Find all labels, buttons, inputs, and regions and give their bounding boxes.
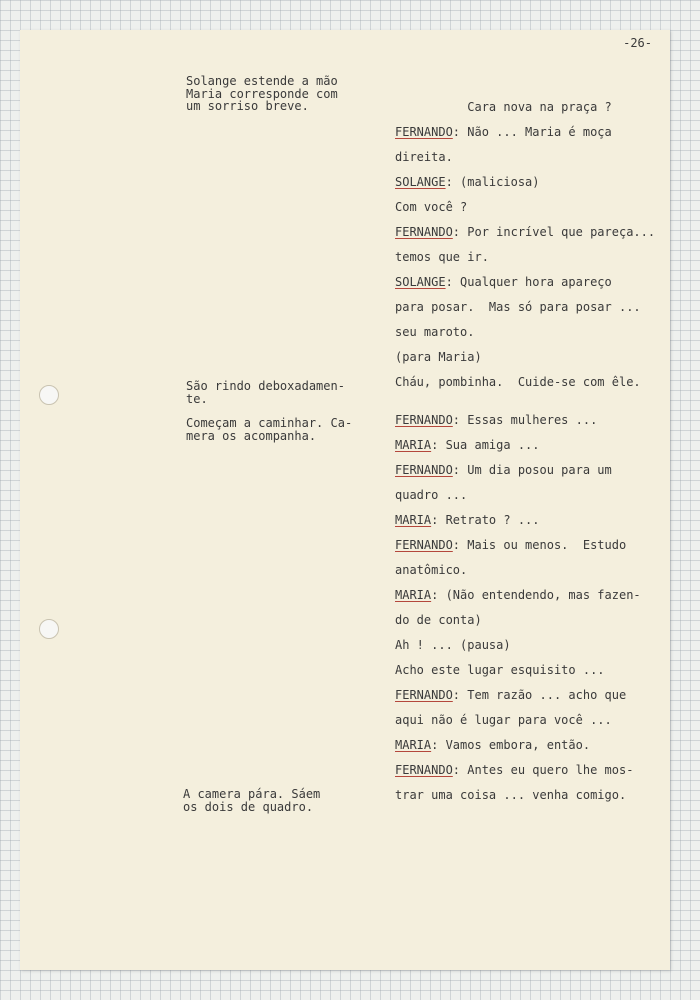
dialogue-line	[395, 488, 467, 502]
dialogue-line	[395, 588, 641, 602]
dialogue-line	[395, 463, 612, 477]
dialogue-line	[395, 375, 641, 389]
dialogue-line	[395, 175, 540, 189]
line-text: : Antes eu quero lhe mos-	[452, 763, 634, 777]
dialogue-line	[395, 563, 467, 577]
line-text: : (Não entendendo, mas fazen-	[431, 588, 641, 602]
speaker-name: FERNANDO	[395, 688, 453, 702]
line-text: : Um dia posou para um	[452, 463, 612, 477]
speaker-name: FERNANDO	[395, 413, 453, 427]
speaker-name: MARIA	[395, 738, 432, 752]
speaker-name: SOLANGE	[395, 175, 446, 189]
dialogue-line	[395, 613, 482, 627]
dialogue-line	[395, 225, 655, 239]
line-text: anatômico.	[395, 563, 468, 577]
dialogue-line	[395, 538, 626, 552]
line-text: : Qualquer hora apareço	[445, 275, 612, 289]
line-text: Cara nova na praça ?	[395, 100, 612, 114]
line-text: (para Maria)	[395, 350, 482, 364]
dialogue-line	[395, 438, 540, 452]
dialogue-line	[395, 738, 590, 752]
page-number: -26-	[623, 36, 652, 50]
speaker-name: SOLANGE	[395, 275, 446, 289]
speaker-name: FERNANDO	[395, 125, 453, 139]
line-text: : Essas mulheres ...	[452, 413, 598, 427]
speaker-name: MARIA	[395, 588, 432, 602]
script-page	[20, 30, 670, 970]
line-text: : Tem razão ... acho que	[452, 688, 627, 702]
dialogue-line	[395, 788, 626, 802]
line-text: : Não ... Maria é moça	[452, 125, 612, 139]
punch-hole	[39, 619, 59, 639]
speaker-name: FERNANDO	[395, 538, 453, 552]
speaker-name: FERNANDO	[395, 225, 453, 239]
dialogue-line	[395, 275, 612, 289]
line-text: do de conta)	[395, 613, 482, 627]
stage-direction: Solange estende a mão Maria corresponde com um sorriso breve.	[186, 74, 338, 113]
line-text: temos que ir.	[395, 250, 489, 264]
line-text: Ah ! ... (pausa)	[395, 638, 511, 652]
line-text: aqui não é lugar para você ...	[395, 713, 612, 727]
line-text: trar uma coisa ... venha comigo.	[395, 788, 627, 802]
dialogue-line	[395, 688, 626, 702]
dialogue-line	[395, 763, 633, 777]
dialogue-line	[395, 638, 511, 652]
dialogue-line	[395, 125, 612, 139]
dialogue-line	[395, 150, 453, 164]
line-text: : Sua amiga ...	[431, 438, 540, 452]
line-text: seu maroto.	[395, 325, 475, 339]
line-text: Cháu, pombinha. Cuide-se com êle.	[395, 375, 641, 389]
line-text: Acho este lugar esquisito ...	[395, 663, 605, 677]
stage-direction: Começam a caminhar. Ca- mera os acompanha.	[186, 416, 353, 443]
speaker-name: MARIA	[395, 438, 432, 452]
dialogue-line	[395, 513, 540, 527]
dialogue-line	[395, 100, 612, 114]
line-text: para posar. Mas só para posar ...	[395, 300, 641, 314]
punch-hole	[39, 385, 59, 405]
line-text: quadro ...	[395, 488, 468, 502]
stage-direction: São rindo deboxadamen- te.	[186, 379, 345, 406]
line-text: : Por incrível que pareça...	[452, 225, 656, 239]
line-text: : Vamos embora, então.	[431, 738, 591, 752]
line-text: : Mais ou menos. Estudo	[452, 538, 627, 552]
speaker-name: FERNANDO	[395, 463, 453, 477]
dialogue-line	[395, 300, 641, 314]
dialogue-line	[395, 713, 612, 727]
dialogue-line	[395, 663, 605, 677]
line-text: direita.	[395, 150, 453, 164]
line-text: : (maliciosa)	[445, 175, 540, 189]
line-text: : Retrato ? ...	[431, 513, 540, 527]
dialogue-line	[395, 413, 597, 427]
dialogue-line	[395, 350, 482, 364]
speaker-name: FERNANDO	[395, 763, 453, 777]
dialogue-line	[395, 325, 474, 339]
dialogue-line	[395, 200, 467, 214]
line-text: Com você ?	[395, 200, 468, 214]
stage-direction: A camera pára. Sáem os dois de quadro.	[183, 787, 321, 814]
dialogue-line	[395, 250, 489, 264]
speaker-name: MARIA	[395, 513, 432, 527]
